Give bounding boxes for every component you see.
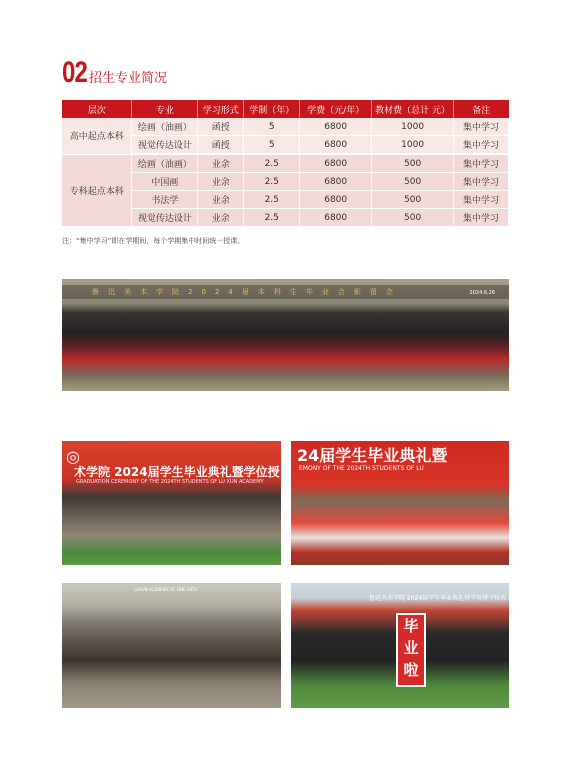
section-number: 02 (62, 56, 88, 89)
header-level: 层次 (62, 100, 132, 118)
material-cell: 500 (372, 173, 454, 191)
ceremony-crowd-photo (62, 441, 281, 565)
major-cell: 绘画（油画） (132, 118, 198, 136)
tuition-cell: 6800 (300, 154, 372, 173)
material-cell: 500 (372, 191, 454, 209)
form-cell: 业余 (198, 154, 244, 173)
tuition-cell: 6800 (300, 173, 372, 191)
header-duration: 学制（年） (244, 100, 300, 118)
duration-cell: 2.5 (244, 209, 300, 227)
header-major: 专业 (132, 100, 198, 118)
photo-banner-subtext: GRADUATION CEREMONY OF THE 2024TH STUDENTS OF LU XUN ACADEMY (76, 479, 264, 485)
material-cell: 1000 (372, 136, 454, 155)
table-header-row (62, 100, 509, 118)
campus-group-photo (62, 583, 281, 708)
major-cell: 视觉传达设计 (132, 136, 198, 155)
major-cell: 书法学 (132, 191, 198, 209)
material-cell: 1000 (372, 118, 454, 136)
major-cell: 视觉传达设计 (132, 209, 198, 227)
tuition-cell: 6800 (300, 209, 372, 227)
material-cell: 500 (372, 154, 454, 173)
major-cell: 绘画（油画） (132, 154, 198, 173)
academy-seal-icon: ◎ (66, 447, 80, 466)
material-cell: 500 (372, 209, 454, 227)
photo-banner-subtext: EMONY OF THE 2024TH STUDENTS OF LU (299, 465, 424, 472)
major-cell: 中国画 (132, 173, 198, 191)
photo-gate-text: LUXUN ACADEMY OF FINE ARTS (134, 587, 198, 592)
photo-banner-text: 24届学生毕业典礼暨 (297, 446, 448, 465)
remark-cell: 集中学习 (454, 154, 509, 173)
form-cell: 函授 (198, 136, 244, 155)
table-row (62, 154, 509, 173)
sign-char: 毕 (403, 617, 419, 635)
form-cell: 函授 (198, 118, 244, 136)
form-cell: 业余 (198, 173, 244, 191)
level-cell: 高中起点本科 (62, 118, 132, 154)
ceremony-stage-photo (291, 441, 509, 565)
duration-cell: 2.5 (244, 191, 300, 209)
header-material-fee: 教材费（总计 元） (372, 100, 454, 118)
sign-char: 啦 (403, 661, 419, 679)
form-cell: 业余 (198, 191, 244, 209)
header-remark: 备注 (454, 100, 509, 118)
duration-cell: 5 (244, 118, 300, 136)
photo-date: 2024.6.26 (469, 290, 495, 296)
remark-cell: 集中学习 (454, 173, 509, 191)
graduates-sign-photo (291, 583, 509, 708)
tuition-cell: 6800 (300, 191, 372, 209)
photo-banner-text: 术学院 2024届学生毕业典礼暨学位授 (74, 465, 280, 479)
remark-cell: 集中学习 (454, 118, 509, 136)
table-note: 注：“集中学习”即在学期间，每个学期集中时间统一授课。 (62, 237, 245, 245)
header-study-form: 学习形式 (198, 100, 244, 118)
duration-cell: 5 (244, 136, 300, 155)
header-tuition: 学费（元/年） (300, 100, 372, 118)
program-table (62, 100, 509, 227)
remark-cell: 集中学习 (454, 136, 509, 155)
section-title: 招生专业简况 (89, 71, 168, 86)
form-cell: 业余 (198, 209, 244, 227)
section-header (62, 58, 167, 88)
graduation-sign (396, 613, 426, 687)
photo-banner-text: 鲁迅美术学院2024届本科生毕业合影留念 (92, 288, 402, 296)
graduation-group-photo (62, 279, 509, 391)
duration-cell: 2.5 (244, 154, 300, 173)
remark-cell: 集中学习 (454, 191, 509, 209)
remark-cell: 集中学习 (454, 209, 509, 227)
sign-char: 业 (403, 639, 419, 657)
level-cell: 专科起点本科 (62, 154, 132, 227)
tuition-cell: 6800 (300, 118, 372, 136)
tuition-cell: 6800 (300, 136, 372, 155)
duration-cell: 2.5 (244, 173, 300, 191)
photo-banner-text: 鲁迅美术学院 2024届学生毕业典礼暨学位授予仪式 (369, 595, 507, 602)
table-row (62, 118, 509, 136)
